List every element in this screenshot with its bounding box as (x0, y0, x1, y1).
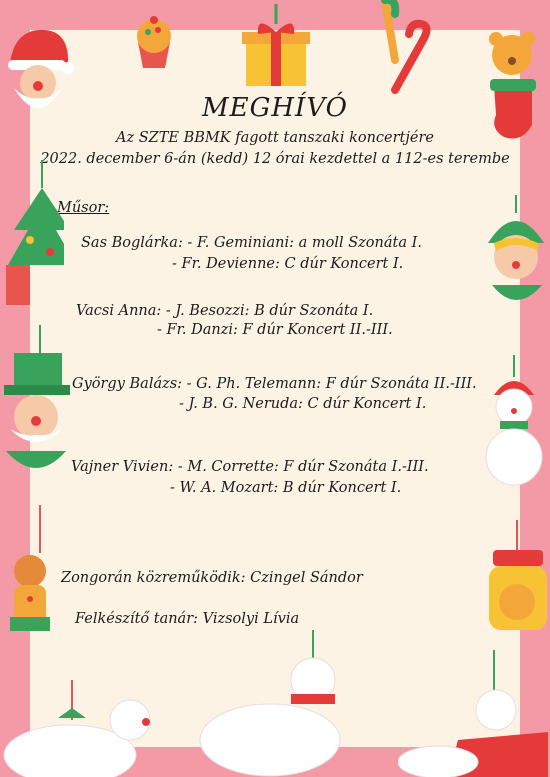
dog-icon (398, 650, 550, 777)
performer-3-line-1: György Balázs: - G. Ph. Telemann: F dúr Szonáta II.-III. (72, 376, 477, 392)
program-heading: Műsor: (57, 200, 110, 216)
gingerbread-icon (0, 505, 60, 645)
performer-4-line-2: - W. A. Mozart: B dúr Koncert I. (170, 480, 402, 496)
christmas-tree-icon (0, 160, 64, 310)
gift-box-icon (236, 4, 316, 90)
sheep-icon (0, 680, 170, 777)
snowman-icon (478, 355, 550, 495)
performer-2-line-1: Vacsi Anna: - J. Besozzi: B dúr Szonáta I. (76, 303, 374, 319)
cupcake-icon (128, 10, 180, 70)
santa-ornament-icon (0, 18, 80, 118)
date-line: 2022. december 6-án (kedd) 12 órai kezdettel a 112-es terembe (40, 151, 510, 167)
candy-cane-icon (373, 0, 443, 95)
polar-bear-icon (195, 630, 375, 777)
performer-2-line-2: - Fr. Danzi: F dúr Koncert II.-III. (157, 322, 393, 338)
teacher: Felkészítő tanár: Vizsolyi Lívia (75, 611, 300, 627)
performer-4-line-1: Vajner Vivien: - M. Corrette: F dúr Szonáta I.-III. (71, 459, 429, 475)
jam-jar-icon (483, 520, 550, 640)
performer-1-line-2: - Fr. Devienne: C dúr Koncert I. (172, 256, 404, 272)
performer-1-line-1: Sas Boglárka: - F. Geminiani: a moll Szonáta I. (81, 235, 422, 251)
teddy-stocking-icon (482, 25, 550, 145)
concert-line: Az SZTE BBMK fagott tanszaki koncertjére (116, 130, 434, 146)
performer-3-line-2: - J. B. G. Neruda: C dúr Koncert I. (179, 396, 427, 412)
page-title: MEGHÍVÓ (202, 93, 348, 123)
old-man-ornament-icon (0, 325, 70, 485)
elf-ornament-icon (482, 195, 550, 315)
piano-accompanist: Zongorán közreműködik: Czingel Sándor (61, 570, 363, 586)
